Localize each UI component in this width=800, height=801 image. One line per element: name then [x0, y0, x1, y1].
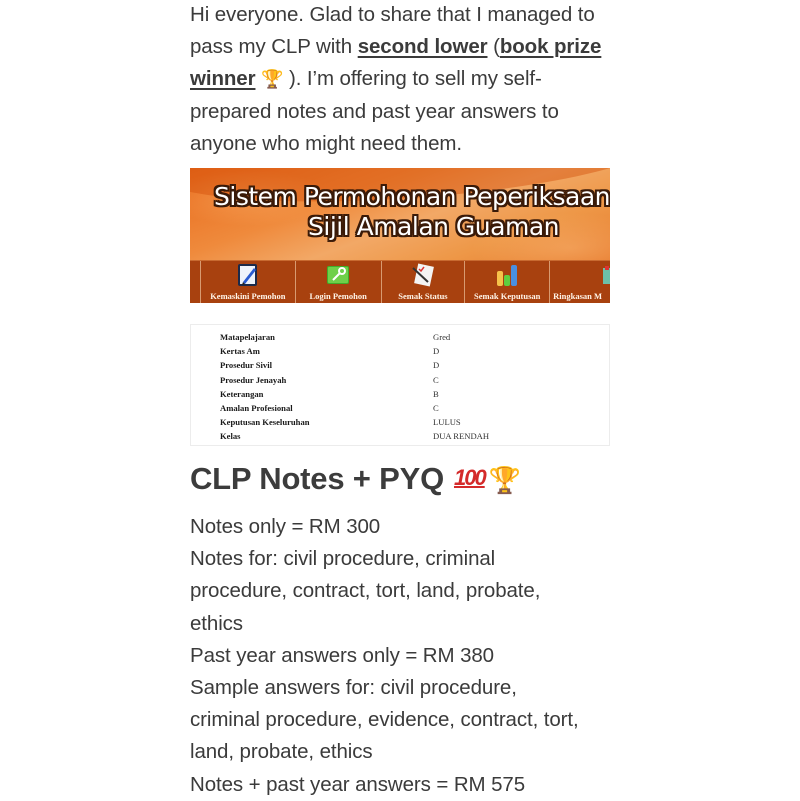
table-row [220, 344, 489, 358]
subject-cell: Prosedur Sivil [220, 360, 272, 371]
grade-cell: B [433, 388, 439, 399]
exam-system-banner [190, 168, 610, 303]
trophy-icon: 🏆 [488, 466, 521, 496]
checklist-icon [410, 262, 436, 288]
second-lower-link[interactable]: second lower [357, 35, 488, 58]
section-heading [190, 461, 521, 497]
grade-cell: DUA RENDAH [433, 431, 490, 442]
offer-line: Past year answers only = RM 380 [190, 643, 494, 667]
column-header-grade: Gred [433, 332, 451, 343]
subject-cell: Prosedur Jenayah [220, 374, 287, 385]
exam-results-table [220, 330, 489, 444]
heading-title: CLP Notes + PYQ [190, 461, 444, 496]
table-row [220, 387, 489, 401]
banner-header [190, 168, 610, 260]
offer-list [190, 511, 620, 801]
banner-title-line1: Sistem Permohonan Peperiksaan [214, 182, 610, 211]
column-header-subject: Matapelajaran [220, 332, 275, 343]
nav-label: Semak Keputusan [474, 291, 541, 301]
nav-stub [190, 261, 201, 303]
intro-text-part2: ( [487, 35, 500, 58]
table-row [220, 401, 489, 415]
nav-item-semak-status[interactable] [382, 261, 466, 303]
subject-cell: Amalan Profesional [220, 403, 293, 414]
grade-cell: C [433, 374, 439, 385]
offer-line: Sample answers for: civil procedure, [190, 676, 517, 700]
offer-line: criminal procedure, evidence, contract, tort, [190, 708, 579, 732]
subject-cell: Kelas [220, 431, 241, 442]
subject-cell: Kertas Am [220, 346, 260, 357]
offer-line: Notes + past year answers = RM 575 [190, 772, 526, 796]
table-row [220, 415, 489, 429]
offer-line: ethics [190, 611, 243, 635]
intro-text-part1: Hi everyone. Glad to share that I managed to pass my CLP with [190, 3, 595, 58]
trophy-icon: 🏆 [261, 69, 284, 90]
intro-text [190, 0, 620, 160]
subject-cell: Keterangan [220, 388, 264, 399]
offer-line: procedure, contract, tort, land, probate, [190, 579, 541, 603]
grade-cell: LULUS [433, 417, 461, 428]
table-row [220, 358, 489, 372]
intro-text-part3: ). I’m offering to sell my self-prepared notes and past year answers to anyone who might need them. [190, 67, 559, 155]
nav-item-login-pemohon[interactable] [296, 261, 382, 303]
banner-nav [190, 260, 610, 303]
nav-label: Kemaskini Pemohon [210, 291, 286, 301]
nav-label: Login Pemohon [309, 291, 367, 301]
offer-line: Notes only = RM 300 [190, 515, 381, 538]
hundred-points-icon: 100 [453, 465, 485, 490]
table-row [220, 429, 489, 443]
grade-cell: C [433, 403, 439, 414]
grade-cell: D [433, 360, 440, 371]
intro-paragraph [190, 0, 620, 160]
nav-item-kemaskini-pemohon[interactable] [201, 261, 296, 303]
banner-title-line2: Sijil Amalan Guaman [308, 212, 559, 241]
map-icon [601, 262, 610, 288]
grade-cell: D [433, 346, 440, 357]
exam-results-panel [190, 324, 610, 446]
nav-item-semak-keputusan[interactable] [465, 261, 550, 303]
offer-line: land, probate, ethics [190, 740, 373, 764]
table-row [220, 373, 489, 387]
nav-label: Ringkasan M [553, 291, 603, 301]
offer-line: Notes for: civil procedure, criminal [190, 547, 496, 571]
book-prize-winner-link[interactable]: book prize winner [190, 35, 602, 90]
subject-cell: Keputusan Keseluruhan [220, 417, 310, 428]
notepad-pen-icon [235, 262, 261, 288]
bar-chart-icon [494, 262, 520, 288]
nav-label: Semak Status [398, 291, 448, 301]
key-icon [325, 262, 351, 288]
nav-item-ringkasan[interactable] [550, 261, 610, 303]
table-header-row [220, 330, 489, 344]
